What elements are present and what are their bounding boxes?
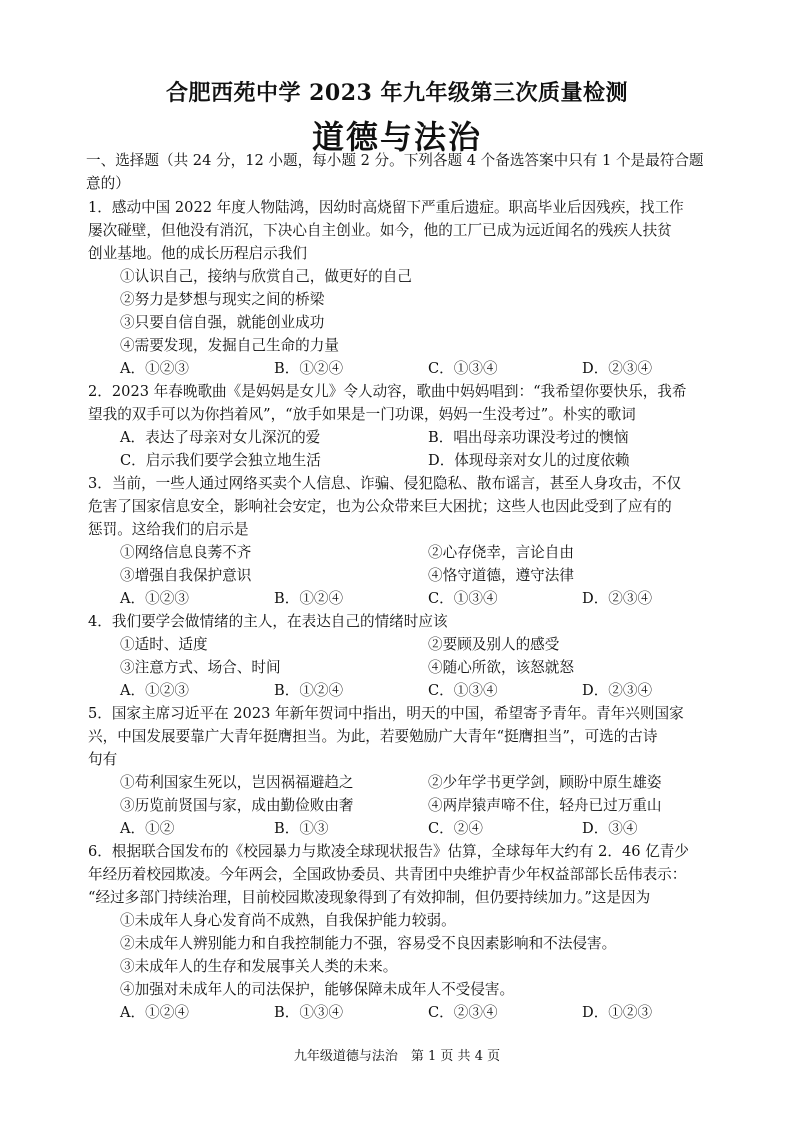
section-heading: 一、选择题（共 24 分，12 小题，每小题 2 分。下列各题 4 个备选答案中只有 1 个是最符合题 [86,152,704,169]
q6-choice-a: A．①②④ [120,1004,189,1021]
q6-stem-line: “经过多部门持续治理，目前校园欺凌现象得到了有效抑制，但仍要持续加力。”这是因为 [88,889,651,906]
q5-stem-line: 句有 [88,751,118,768]
q1-choice-b: B．①②④ [274,360,344,377]
q3-stem-line: 惩罚。这给我们的启示是 [88,521,249,538]
q1-stem-line: 1．感动中国 2022 年度人物陆鸿，因幼时高烧留下严重后遗症。职高毕业后因残疾，找工作 [88,199,684,216]
q4-item: ②要顾及别人的感受 [428,636,560,653]
q4-choice-d: D．②③④ [582,682,653,699]
q1-choice-c: C．①③④ [428,360,498,377]
q1-item: ②努力是梦想与现实之间的桥梁 [120,291,325,308]
q2-choice-a: A．表达了母亲对女儿深沉的爱 [120,429,321,446]
q1-item: ③只要自信自强，就能创业成功 [120,314,325,331]
q1-choice-a: A．①②③ [120,360,189,377]
q2-stem-line: 2．2023 年春晚歌曲《是妈妈是女儿》令人动容，歌曲中妈妈唱到：“我希望你要快乐，我希 [88,383,687,400]
q6-stem-line: 6．根据联合国发布的《校园暴力与欺凌全球现状报告》估算，全球每年大约有 2．46 亿青少 [88,843,689,860]
q5-stem-line: 兴，中国发展要靠广大青年挺膺担当。为此，若要勉励广大青年“挺膺担当”，可选的古诗 [88,728,658,745]
q4-choice-b: B．①②④ [274,682,344,699]
q6-item: ③未成年人的生存和发展事关人类的未来。 [120,958,398,975]
q4-stem-line: 4．我们要学会做情绪的主人，在表达自己的情绪时应该 [88,613,448,630]
q3-choice-b: B．①②④ [274,590,344,607]
q6-choice-d: D．①②③ [582,1004,653,1021]
q6-stem-line: 年经历着校园欺凌。今年两会，全国政协委员、共青团中央维护青少年权益部部长岳伟表示： [88,866,687,883]
q5-stem-line: 5．国家主席习近平在 2023 年新年贺词中指出，明天的中国，希望寄予青年。青年兴则国家 [88,705,684,722]
q5-choice-c: C．②④ [428,820,483,837]
q4-item: ④随心所欲，该怒就怒 [428,659,574,676]
q6-choice-b: B．①③④ [274,1004,344,1021]
q5-choice-a: A．①② [120,820,175,837]
q1-stem-line: 屡次碰壁，但他没有消沉，下决心自主创业。如今，他的工厂已成为远近闻名的残疾人扶贫 [88,222,672,239]
q3-choice-a: A．①②③ [120,590,189,607]
q1-stem-line: 创业基地。他的成长历程启示我们 [88,245,307,262]
q5-choice-b: B．①③ [274,820,329,837]
q3-item: ②心存侥幸，言论自由 [428,544,574,561]
q5-item: ④两岸猿声啼不住，轻舟已过万重山 [428,797,662,814]
q6-choice-c: C．②③④ [428,1004,498,1021]
q6-item: ①未成年人身心发育尚不成熟，自我保护能力较弱。 [120,912,456,929]
q3-choice-d: D．②③④ [582,590,653,607]
q6-item: ④加强对未成年人的司法保护，能够保障未成年人不受侵害。 [120,981,515,998]
q5-item: ①苟利国家生死以，岂因祸福避趋之 [120,774,354,791]
q5-choice-d: D．③④ [582,820,638,837]
q2-choice-c: C．启示我们要学会独立地生活 [120,452,321,469]
q6-item: ②未成年人辨别能力和自我控制能力不强，容易受不良因素影响和不法侵害。 [120,935,617,952]
q2-choice-d: D．体现母亲对女儿的过度依赖 [428,452,630,469]
q1-choice-d: D．②③④ [582,360,653,377]
exam-title: 合肥西苑中学 2023 年九年级第三次质量检测 [165,80,629,106]
q5-item: ②少年学书更学剑，顾盼中原生雄姿 [428,774,662,791]
q1-item: ①认识自己，接纳与欣赏自己，做更好的自己 [120,268,412,285]
q1-item: ④需要发现，发掘自己生命的力量 [120,337,339,354]
q5-item: ③历览前贤国与家，成由勤俭败由奢 [120,797,354,814]
q3-item: ③增强自我保护意识 [120,567,252,584]
q3-choice-c: C．①③④ [428,590,498,607]
q4-item: ③注意方式、场合、时间 [120,659,281,676]
subject-title: 道德与法治 [311,118,482,156]
q4-choice-c: C．①③④ [428,682,498,699]
q4-item: ①适时、适度 [120,636,208,653]
q3-item: ①网络信息良莠不齐 [120,544,252,561]
q4-choice-a: A．①②③ [120,682,189,699]
q3-stem-line: 3．当前，一些人通过网络买卖个人信息、诈骗、侵犯隐私、散布谣言，甚至人身攻击，不仅 [88,475,682,492]
q2-stem-line: 望我的双手可以为你挡着风”，“放手如果是一门功课，妈妈一生没考过”。朴实的歌词 [88,406,636,423]
q2-choice-b: B．唱出母亲功课没考过的懊恼 [428,429,629,446]
section-heading-cont: 意的） [86,175,130,192]
q3-stem-line: 危害了国家信息安全，影响社会安定，也为公众带来巨大困扰；这些人也因此受到了应有的 [88,498,672,515]
q3-item: ④恪守道德，遵守法律 [428,567,574,584]
page-footer: 九年级道德与法治 第 1 页 共 4 页 [293,1049,501,1064]
